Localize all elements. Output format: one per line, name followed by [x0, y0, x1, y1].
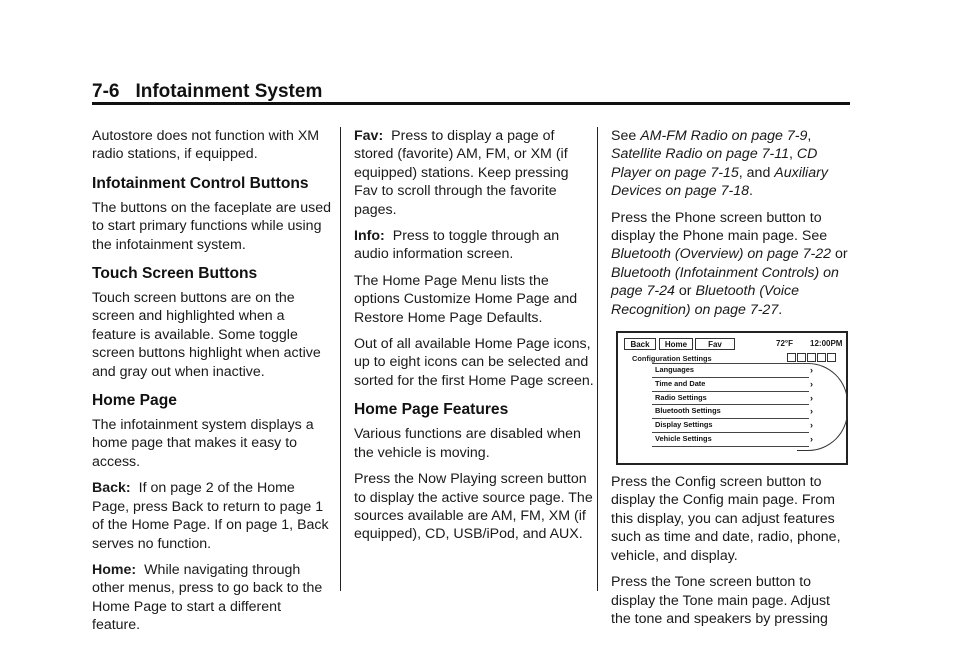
paragraph-autostore: Autostore does not function with XM radio stations, if equipped. [92, 128, 320, 163]
ref-cd-player: CD Player on page 7-15 [611, 146, 818, 181]
text-or-2: or [678, 283, 692, 300]
header-rule [92, 102, 850, 105]
figure-top-bar [624, 338, 843, 352]
paragraph-now-playing: Press the Now Playing screen button to display the active source page. The sources available are AM, FM, XM (if equipped), CD, USB/iPod, and AUX. [354, 471, 593, 543]
paragraph-touch: Touch screen buttons are on the screen and highlighted when a feature is available. Some toggle screen buttons highlight when active and gray out when inactive. [92, 290, 321, 380]
figure-item-label: Time and Date [655, 378, 706, 388]
term-fav: Fav: [354, 128, 384, 144]
figure-back-button: Back [624, 338, 656, 350]
paragraph-disabled: Various functions are disabled when the vehicle is moving. [354, 426, 581, 461]
chevron-right-icon: › [810, 406, 813, 417]
heading-home-page: Home Page [92, 392, 177, 410]
figure-status-icons [787, 353, 836, 363]
column-divider-1 [340, 127, 341, 591]
text-home: While navigating through other menus, press to go back to the Home Page to start a different feature. [92, 561, 323, 634]
heading-touch-screen: Touch Screen Buttons [92, 265, 258, 283]
text-back: If on page 2 of the Home Page, press Back to return to page 1 of the Home Page. If on page 1, Back serves no function. [92, 480, 329, 552]
term-back: Back: [92, 480, 131, 497]
heading-home-features: Home Page Features [354, 401, 509, 419]
figure-item-label: Display Settings [655, 420, 713, 430]
ref-auxiliary: Auxiliary Devices on page 7-18 [611, 164, 828, 200]
column-divider-2 [597, 127, 598, 591]
page-number: 7-6 [92, 81, 120, 102]
text-info: Press to toggle through an audio information screen. [354, 228, 560, 263]
signal-status-icon [807, 353, 816, 362]
figure-list-item [652, 405, 813, 419]
figure-clock: 12:00PM [810, 339, 843, 349]
ref-am-fm: AM-FM Radio on page 7-9 [640, 128, 808, 144]
ref-bt-controls: Bluetooth (Infotainment Controls) on page 7-24 [611, 264, 839, 300]
chevron-right-icon: › [810, 434, 813, 445]
paragraph-home-button [92, 561, 332, 635]
text-end: . [749, 183, 753, 200]
paragraph-buttons: The buttons on the faceplate are used to start primary functions while using the infotainment system. [92, 199, 331, 253]
figure-title: Configuration Settings [632, 354, 712, 364]
figure-list-item [652, 378, 813, 392]
chevron-right-icon: › [810, 392, 813, 403]
figure-list-item [652, 433, 813, 447]
phone-status-icon [787, 353, 796, 362]
ref-bt-voice: Bluetooth (Voice Recognition) on page 7-27 [611, 283, 800, 318]
paragraph-icons: Out of all available Home Page icons, up to eight icons can be selected and sorted for the first Home Page screen. [354, 336, 594, 389]
figure-item-label: Radio Settings [655, 392, 707, 402]
text-or-1: or [834, 246, 848, 263]
chevron-right-icon: › [810, 365, 813, 376]
term-info: Info: [354, 228, 385, 245]
text-and: , and [738, 164, 771, 181]
section-title: Infotainment System [135, 81, 323, 102]
figure-list-item [652, 419, 813, 433]
paragraph-tone: Press the Tone screen button to display the Tone main page. Adjust the tone and speakers by pressing [611, 574, 831, 627]
text-phone-end: . [778, 301, 783, 318]
figure-list-item [652, 392, 813, 406]
figure-item-label: Languages [655, 365, 695, 375]
battery-status-icon [817, 353, 826, 362]
figure-temperature: 72°F [776, 339, 793, 349]
paragraph-fav [354, 127, 594, 219]
paragraph-config: Press the Config screen button to display the Config main page. From this display, you can adjust features such as time and date, radio, phone, vehicle, and display. [611, 474, 841, 564]
text-fav: Press to display a page of stored (favorite) AM, FM, or XM (if equipped) stations. Keep pressing Fav to scroll through the favorite pages. [354, 128, 569, 218]
chevron-right-icon: › [810, 378, 813, 389]
paragraph-see-refs [611, 127, 851, 201]
chevron-right-icon: › [810, 420, 813, 431]
page-header [92, 80, 850, 104]
figure-fav-button: Fav [695, 338, 735, 350]
paragraph-phone [611, 209, 851, 319]
column-3 [611, 127, 851, 636]
message-status-icon [797, 353, 806, 362]
config-screen-figure [616, 331, 848, 465]
ref-bt-overview: Bluetooth (Overview) on page 7-22 [611, 246, 832, 263]
text-phone: Press the Phone screen button to display the Phone main page. See [611, 209, 828, 245]
paragraph-menu: The Home Page Menu lists the options Customize Home Page and Restore Home Page Defaults. [354, 272, 578, 326]
term-home: Home: [92, 561, 137, 578]
figure-item-label: Vehicle Settings [655, 434, 712, 444]
column-1 [92, 127, 332, 643]
heading-control-buttons: Infotainment Control Buttons [92, 174, 309, 192]
figure-settings-list [652, 363, 834, 447]
bluetooth-status-icon [827, 353, 836, 362]
paragraph-home: The infotainment system displays a home page that makes it easy to access. [92, 417, 314, 470]
paragraph-back [92, 479, 332, 553]
sep-1: , [807, 128, 812, 144]
column-2 [354, 127, 594, 552]
figure-item-label: Bluetooth Settings [655, 406, 721, 416]
ref-satellite: Satellite Radio on page 7-11 [611, 146, 789, 163]
text-see: See [611, 128, 637, 144]
figure-home-button: Home [659, 338, 693, 350]
paragraph-info [354, 227, 594, 264]
figure-list-item [652, 363, 813, 378]
sep-2: , [789, 146, 793, 163]
